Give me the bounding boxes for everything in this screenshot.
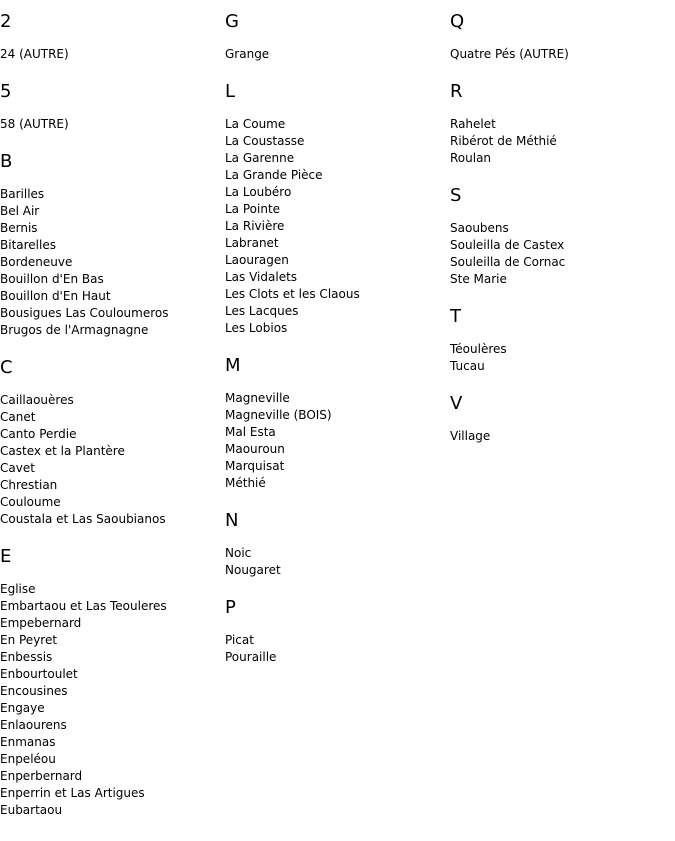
- place-link[interactable]: Chrestian: [0, 478, 58, 492]
- place-link[interactable]: Ribérot de Méthié: [450, 134, 557, 148]
- place-link[interactable]: Enbessis: [0, 650, 53, 664]
- place-link[interactable]: Picat: [225, 633, 254, 647]
- place-link[interactable]: Les Clots et les Claous: [225, 287, 360, 301]
- place-link[interactable]: Castex et la Plantère: [0, 444, 125, 458]
- place-list: [450, 341, 670, 375]
- place-list: [0, 46, 220, 63]
- letter-heading: L: [225, 81, 236, 102]
- index-column-3: [450, 0, 670, 445]
- letter-heading: G: [225, 11, 239, 32]
- letter-heading: 5: [0, 81, 12, 102]
- place-link[interactable]: Barilles: [0, 187, 45, 201]
- place-link[interactable]: Bordeneuve: [0, 255, 73, 269]
- place-list: [450, 46, 670, 63]
- place-link[interactable]: Ste Marie: [450, 272, 507, 286]
- place-link[interactable]: Enmanas: [0, 735, 56, 749]
- letter-heading: T: [450, 306, 461, 327]
- letter-section: [450, 307, 670, 375]
- place-link[interactable]: La Coustasse: [225, 134, 305, 148]
- place-link[interactable]: Enpeléou: [0, 752, 56, 766]
- place-link[interactable]: Encousines: [0, 684, 68, 698]
- place-link[interactable]: Les Lobios: [225, 321, 288, 335]
- place-link[interactable]: Marquisat: [225, 459, 285, 473]
- place-list: [225, 46, 445, 63]
- place-link[interactable]: Laouragen: [225, 253, 289, 267]
- index-column-1: [0, 0, 220, 819]
- place-list: [0, 116, 220, 133]
- letter-section: [450, 186, 670, 288]
- place-link[interactable]: Bitarelles: [0, 238, 56, 252]
- place-link[interactable]: Rahelet: [450, 117, 496, 131]
- place-link[interactable]: Coustala et Las Saoubianos: [0, 512, 166, 526]
- place-link[interactable]: Magneville: [225, 391, 290, 405]
- place-link[interactable]: Empebernard: [0, 616, 82, 630]
- letter-section: [450, 394, 670, 445]
- place-link[interactable]: Maouroun: [225, 442, 285, 456]
- place-link[interactable]: Eubartaou: [0, 803, 63, 817]
- place-link[interactable]: Noic: [225, 546, 252, 560]
- place-link[interactable]: 24 (AUTRE): [0, 47, 69, 61]
- place-link[interactable]: Enlaourens: [0, 718, 67, 732]
- place-link[interactable]: Village: [450, 429, 491, 443]
- place-list: [0, 186, 220, 339]
- place-list: [0, 581, 220, 819]
- place-link[interactable]: Enbourtoulet: [0, 667, 78, 681]
- place-list: [450, 116, 670, 167]
- place-link[interactable]: Bousigues Las Couloumeros: [0, 306, 169, 320]
- letter-section: [450, 82, 670, 167]
- place-link[interactable]: La Garenne: [225, 151, 295, 165]
- place-list: [0, 392, 220, 528]
- place-link[interactable]: Magneville (BOIS): [225, 408, 332, 422]
- letter-section: [0, 547, 220, 819]
- place-link[interactable]: Couloume: [0, 495, 61, 509]
- place-link[interactable]: Eglise: [0, 582, 36, 596]
- place-link[interactable]: Méthié: [225, 476, 266, 490]
- place-link[interactable]: Canto Perdie: [0, 427, 77, 441]
- place-link[interactable]: La Loubéro: [225, 185, 292, 199]
- place-link[interactable]: En Peyret: [0, 633, 58, 647]
- place-link[interactable]: Labranet: [225, 236, 279, 250]
- place-list: [450, 428, 670, 445]
- place-link[interactable]: Caillaouères: [0, 393, 74, 407]
- place-link[interactable]: Embartaou et Las Teouleres: [0, 599, 167, 613]
- letter-section: [450, 12, 670, 63]
- letter-heading: Q: [450, 11, 465, 32]
- letter-heading: N: [225, 510, 239, 531]
- letter-section: [225, 598, 445, 666]
- place-list: [225, 632, 445, 666]
- place-link[interactable]: Enperbernard: [0, 769, 83, 783]
- letter-section: [225, 82, 445, 337]
- place-link[interactable]: La Grande Pièce: [225, 168, 323, 182]
- place-link[interactable]: Roulan: [450, 151, 492, 165]
- place-link[interactable]: Mal Esta: [225, 425, 276, 439]
- place-link[interactable]: Quatre Pés (AUTRE): [450, 47, 569, 61]
- place-link[interactable]: Téoulères: [450, 342, 507, 356]
- place-link[interactable]: La Coume: [225, 117, 286, 131]
- place-link[interactable]: Les Lacques: [225, 304, 299, 318]
- place-list: [450, 220, 670, 288]
- letter-heading: S: [450, 185, 462, 206]
- letter-section: [225, 511, 445, 579]
- place-link[interactable]: Canet: [0, 410, 36, 424]
- letter-heading: P: [225, 597, 236, 618]
- place-link[interactable]: Cavet: [0, 461, 35, 475]
- letter-heading: R: [450, 81, 463, 102]
- place-link[interactable]: Pouraille: [225, 650, 277, 664]
- place-link[interactable]: La Pointe: [225, 202, 281, 216]
- letter-section: [225, 12, 445, 63]
- place-list: [225, 545, 445, 579]
- place-link[interactable]: Las Vidalets: [225, 270, 298, 284]
- place-link[interactable]: Nougaret: [225, 563, 281, 577]
- letter-section: [0, 152, 220, 339]
- letter-heading: E: [0, 546, 12, 567]
- place-list: [225, 390, 445, 492]
- place-link[interactable]: Bernis: [0, 221, 38, 235]
- letter-section: [0, 358, 220, 528]
- place-link[interactable]: Bouillon d'En Haut: [0, 289, 111, 303]
- place-link[interactable]: Enperrin et Las Artigues: [0, 786, 145, 800]
- letter-heading: 2: [0, 11, 12, 32]
- letter-section: [0, 12, 220, 63]
- letter-section: [0, 82, 220, 133]
- letter-section: [225, 356, 445, 492]
- place-link[interactable]: La Rivière: [225, 219, 285, 233]
- letter-heading: C: [0, 357, 13, 378]
- place-link[interactable]: Saoubens: [450, 221, 509, 235]
- place-list: [225, 116, 445, 337]
- place-link[interactable]: Brugos de l'Armagnagne: [0, 323, 149, 337]
- letter-heading: M: [225, 355, 241, 376]
- place-link[interactable]: Souleilla de Cornac: [450, 255, 566, 269]
- place-link[interactable]: Grange: [225, 47, 270, 61]
- place-link[interactable]: Tucau: [450, 359, 485, 373]
- letter-heading: B: [0, 151, 13, 172]
- place-link[interactable]: Bel Air: [0, 204, 40, 218]
- place-link[interactable]: Engaye: [0, 701, 45, 715]
- letter-heading: V: [450, 393, 463, 414]
- index-column-2: [225, 0, 445, 666]
- place-link[interactable]: Souleilla de Castex: [450, 238, 565, 252]
- place-link[interactable]: Bouillon d'En Bas: [0, 272, 104, 286]
- place-link[interactable]: 58 (AUTRE): [0, 117, 69, 131]
